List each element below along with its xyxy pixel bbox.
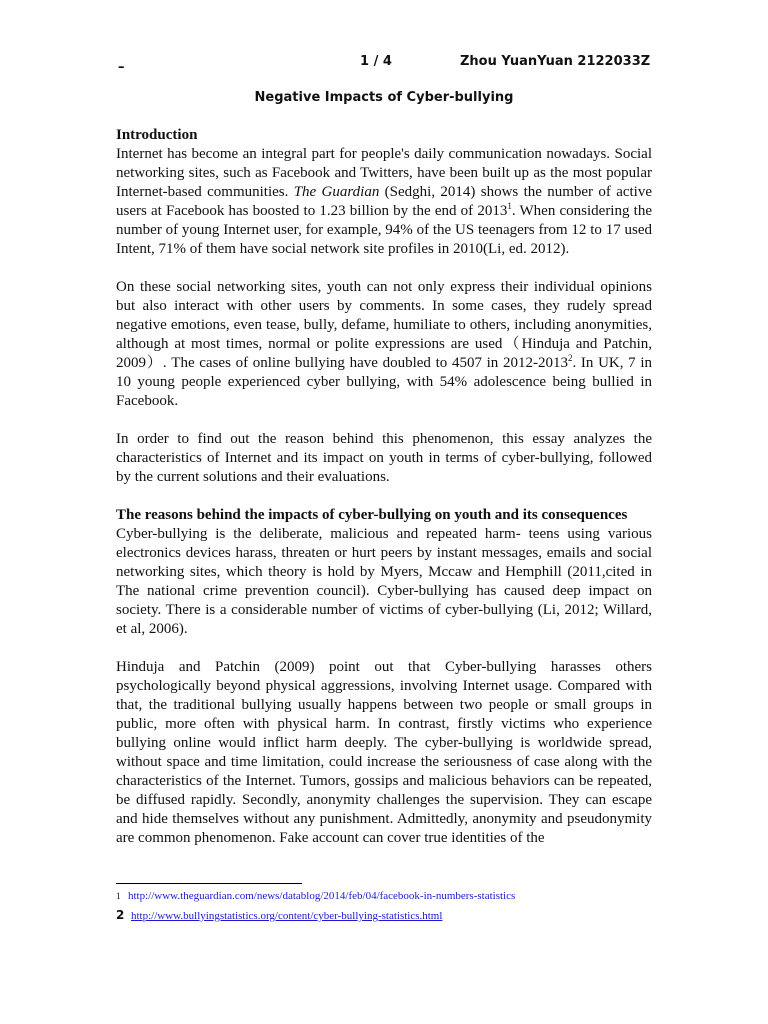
reasons-paragraph-1: Cyber-bullying is the deliberate, malicious and repeated harm- teens using various electronics devices harass, threaten or hurt peers by instant messages, emails and social networking sites, which theory is hold by Myers, Mccaw and Hemphill (2011,cited in The national crime prevention council). Cyber-bullying has caused deep impact on society. There is a considerable number of victims of cyber-bullying (Li, 2012; Willard, et al, 2006).	[116, 526, 652, 637]
document-body	[116, 126, 652, 867]
footnote-number: 2	[116, 908, 125, 922]
footnote-ref-2: 2	[567, 353, 573, 363]
intro-p1-text-a: Internet has become an integral part for people's daily communication nowadays. Social networking sites, such as Facebook and Twitters, have been built up as the most popular Internet-based communities.	[116, 146, 652, 200]
footnote-link-1[interactable]: http://www.theguardian.com/news/datablog/2014/feb/04/facebook-in-numbers-statistics	[128, 890, 516, 902]
intro-p1-text-c: . When considering the number of young Internet user, for example, 94% of the US teenagers from 12 to 17 used Intent, 71% of them have social network site profiles in 2010(Li, ed. 2012).	[116, 203, 652, 257]
intro-paragraph-1	[116, 145, 652, 259]
intro-p2-text-b: . In UK, 7 in 10 young people experienced cyber bullying, with 54% adolescence being bullied in Facebook.	[116, 355, 652, 409]
author-id: Zhou YuanYuan 2122033Z	[460, 54, 651, 69]
intro-p2-text-a: On these social networking sites, youth can not only express their individual opinions but also interact with other users by comments. In some cases, they rudely spread negative emotions, even tease, bully, defame, humiliate to others, including anonymities, although at most times, normal or polite expressions are used（Hinduja and Patchin, 2009）. The cases of online bullying have doubled to 4507 in 2012-2013	[116, 279, 652, 371]
footnote-ref-1: 1	[507, 201, 512, 211]
footnote-divider	[116, 883, 302, 884]
header-dash: –	[118, 60, 125, 75]
intro-p1-text-b: (Sedghi, 2014) shows the number of active users at Facebook has boosted to 1.23 billion by the end of 2013	[116, 184, 653, 219]
footnote-1	[116, 890, 652, 908]
page-number: 1 / 4	[360, 54, 392, 69]
footnote-number: 1	[116, 891, 121, 901]
reasons-heading: The reasons behind the impacts of cyber-bullying on youth and its consequences	[116, 507, 628, 523]
guardian-italic: The Guardian	[293, 184, 380, 200]
intro-heading: Introduction	[116, 127, 198, 143]
intro-paragraph-3: In order to find out the reason behind this phenomenon, this essay analyzes the characteristics of Internet and its impact on youth in terms of cyber-bullying, followed by the current solutions and their evaluations.	[116, 431, 652, 485]
intro-paragraph-2	[116, 278, 652, 411]
page-header	[116, 54, 652, 74]
reasons-paragraph-2: Hinduja and Patchin (2009) point out that Cyber-bullying harasses others psychologically beyond physical aggressions, involving Internet usage. Compared with that, the traditional bullying usually happens between two people or small groups in public, more often with physical harm. In contrast, firstly victims who experience bullying online would inflict harm deeply. The cyber-bullying is worldwide spread, without space and time limitation, could increase the seriousness of case along with the characteristics of the Internet. Tumors, gossips and malicious behaviors can be repeated, be diffused rapidly. Secondly, anonymity challenges the supervision. They can escape and hide themselves without any punishment. Admittedly, anonymity and pseudonymity are common phenomenon. Fake account can cover true identities of the	[116, 659, 652, 846]
document-title: Negative Impacts of Cyber-bullying	[254, 90, 514, 105]
footnote-2	[116, 908, 652, 926]
footnotes	[116, 890, 652, 926]
footnote-link-2[interactable]: http://www.bullyingstatistics.org/content/cyber-bullying-statistics.html	[131, 910, 443, 922]
